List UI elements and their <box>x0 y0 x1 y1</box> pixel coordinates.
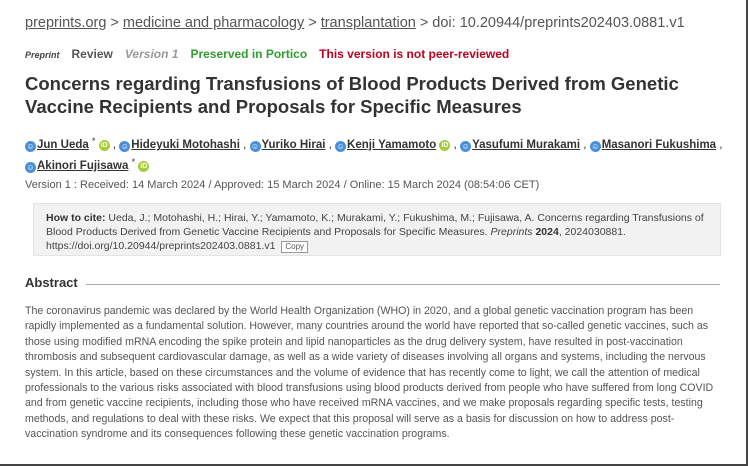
author-item <box>25 157 149 172</box>
peer-review-label: This version is not peer-reviewed <box>319 47 510 61</box>
author-separator: , <box>716 139 723 151</box>
author-name-link[interactable]: Masanori Fukushima <box>601 139 717 151</box>
author-name-link[interactable]: Jun Ueda <box>37 139 89 151</box>
version-dates: Version 1 : Received: 14 March 2024 / Approved: 15 March 2024 / Online: 15 March 2024 (08:54:06 CET) <box>25 179 540 191</box>
author-separator: , <box>325 139 336 151</box>
author-name-link[interactable]: Hideyuki Motohashi <box>131 139 240 151</box>
author-name-link[interactable]: Yasufumi Murakami <box>472 139 581 151</box>
breadcrumb-category-link[interactable]: medicine and pharmacology <box>122 15 305 31</box>
corresponding-author-star: * <box>91 136 96 146</box>
version-label: Version 1 <box>124 47 179 61</box>
abstract-body: The coronavirus pandemic was declared by the World Health Organization (WHO) in 2020, and a global genetic vaccination program has been rapidly implemented as a fundamental solution. However, many countries around the world have reported that so-called genetic vaccines, such as those using modified mRNA encoding the spike protein and lipid nanoparticles as the drug delivery system, have resulted in post-vaccination thrombosis and subsequent cardiovascular damage, as well as a wide variety of diseases involving all organs and systems, including the nervous system. In this article, based on these circumstances and the volume of evidence that has recently come to light, we call the attention of medical professionals to the various risks associated with blood transfusions using blood products derived from people who have suffered from long COVID and from genetic vaccine recipients, including those who have received mRNA vaccines, and we make proposals regarding specific tests, testing methods, and regulations to deal with these risks. We expect that this proposal will serve as a basis for discussion on how to address post-vaccination syndrome and its consequences following these genetic vaccination programs. <box>25 305 714 441</box>
abstract-divider <box>86 284 720 285</box>
cite-doi: , 2024030881. https://doi.org/10.20944/preprints202403.0881.v1 <box>46 226 626 252</box>
person-icon: ☺ <box>120 142 129 151</box>
corresponding-author-star: * <box>131 157 136 167</box>
cite-journal: Preprints <box>490 226 533 238</box>
person-icon: ☺ <box>250 142 260 151</box>
preprint-label: Preprint <box>25 50 60 60</box>
orcid-icon[interactable]: iD <box>140 163 148 170</box>
author-separator: , <box>239 139 250 151</box>
breadcrumb-subcategory-link[interactable]: transplantation <box>320 15 416 31</box>
author-item <box>335 139 450 151</box>
breadcrumb <box>25 15 685 31</box>
cite-text: Ueda, J.; Motohashi, H.; Hirai, Y.; Yamamoto, K.; Murakami, Y.; Fukushima, M.; Fujisawa, A. Concerns regarding Transfusions of Blood Products Derived from Genetic Vaccine Recipients and Proposals for Specific Measures. <box>46 212 704 238</box>
breadcrumb-separator: > <box>308 15 317 31</box>
breadcrumb-separator: > <box>419 15 429 31</box>
orcid-icon[interactable]: iD <box>100 142 108 149</box>
breadcrumb-site-link[interactable]: preprints.org <box>25 15 107 31</box>
status-row <box>25 47 521 61</box>
person-icon: ☺ <box>26 163 35 172</box>
author-item <box>119 139 240 151</box>
author-item <box>250 139 326 151</box>
cite-year: 2024 <box>535 226 559 238</box>
copy-button[interactable]: Copy <box>281 241 308 253</box>
author-separator: , <box>109 139 120 151</box>
author-name-link[interactable]: Akinori Fujisawa <box>37 160 129 172</box>
breadcrumb-separator: > <box>110 15 119 31</box>
person-icon: ☺ <box>336 142 345 151</box>
author-name-link[interactable]: Yuriko Hirai <box>261 139 326 151</box>
author-list <box>25 133 725 175</box>
person-icon: ☺ <box>591 142 600 151</box>
author-separator: , <box>450 139 461 151</box>
author-separator: , <box>580 139 590 151</box>
portico-label[interactable]: Preserved in Portico <box>190 47 308 61</box>
person-icon: ☺ <box>26 142 35 151</box>
orcid-icon[interactable]: iD <box>441 142 449 149</box>
page-title: Concerns regarding Transfusions of Blood Products Derived from Genetic Vaccine Recipients and Proposals for Specific Measures <box>25 73 679 117</box>
author-item <box>590 139 716 151</box>
citation-box <box>33 203 721 256</box>
author-name-link[interactable]: Kenji Yamamoto <box>347 139 437 151</box>
author-item <box>460 139 580 151</box>
cite-label: How to cite: <box>46 212 106 224</box>
person-icon: ☺ <box>461 142 470 151</box>
breadcrumb-doi: doi: 10.20944/preprints202403.0881.v1 <box>432 15 685 31</box>
review-label: Review <box>71 47 113 61</box>
abstract-heading: Abstract <box>25 275 78 290</box>
author-item <box>25 136 110 151</box>
